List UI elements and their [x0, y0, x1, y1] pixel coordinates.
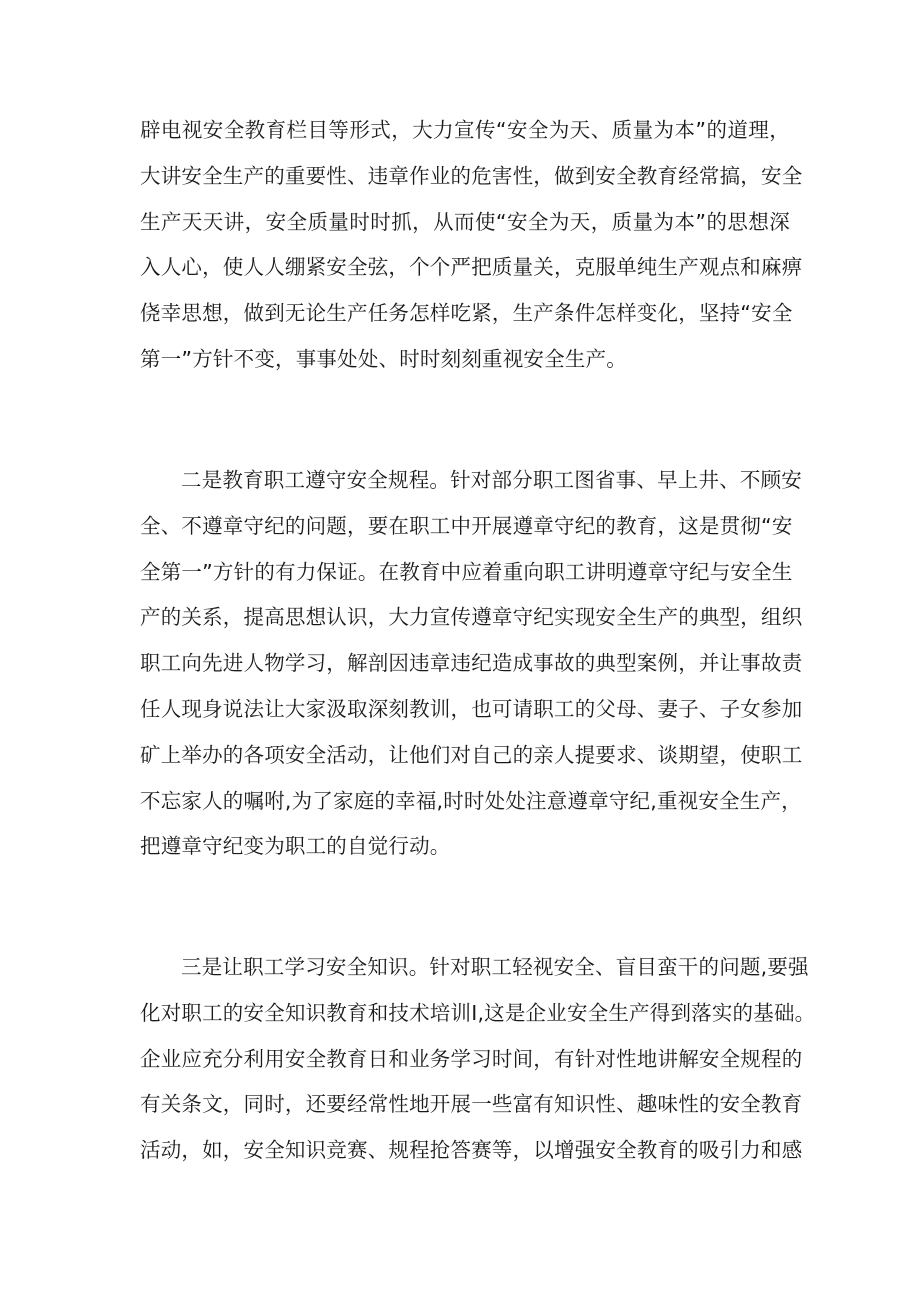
- text-line: 化对职工的安全知识教育和技术培训Ⅰ,这是企业安全生产得到落实的基础。: [140, 1000, 816, 1025]
- text-line: 三是让职工学习安全知识。针对职工轻视安全、盲目蛮干的问题,要强: [181, 955, 809, 979]
- text-line: 第一”方针不变，事事处处、时时刻刻重视安全生产。: [140, 346, 627, 371]
- text-line: 侥幸思想，做到无论生产任务怎样吃紧，生产条件怎样变化，坚持“安全: [140, 301, 793, 326]
- text-line: 职工向先进人物学习，解剖因违章违纪造成事故的典型案例，并让事故责: [140, 651, 803, 676]
- text-line: 生产天天讲，安全质量时时抓，从而使“安全为天，质量为本”的思想深: [140, 209, 790, 234]
- text-line: 产的关系，提高思想认识，大力宣传遵章守纪实现安全生产的典型，组织: [140, 605, 803, 630]
- paragraph-safety-propaganda: [140, 108, 803, 383]
- paragraph-safety-knowledge: [140, 945, 816, 1174]
- text-line: 不忘家人的嘱咐,为了家庭的幸福,时时处处注意遵章守纪,重视安全生产，: [140, 788, 802, 813]
- text-line: 矿上举办的各项安全活动，让他们对自己的亲人提要求、谈期望，使职工: [140, 742, 803, 767]
- text-line: 辟电视安全教育栏目等形式，大力宣传“安全为天、质量为本”的道理，: [140, 118, 790, 142]
- text-line: 活动，如，安全知识竞赛、规程抢答赛等，以增强安全教育的吸引力和感: [140, 1138, 803, 1163]
- text-line: 大讲安全生产的重要性、违章作业的危害性，做到安全教育经常搞，安全: [140, 163, 803, 188]
- text-line: 把遵章守纪变为职工的自觉行动。: [140, 834, 451, 859]
- text-line: 企业应充分利用安全教育日和业务学习时间，有针对性地讲解安全规程的: [140, 1046, 803, 1071]
- text-line: 二是教育职工遵守安全规程。针对部分职工图省事、早上井、不顾安: [181, 468, 802, 492]
- paragraph-safety-rules: [140, 458, 803, 870]
- text-line: 全、不遵章守纪的问题，要在职工中开展遵章守纪的教育，这是贯彻“安: [140, 513, 793, 538]
- text-line: 任人现身说法让大家汲取深刻教训，也可请职工的父母、妻子、子女参加: [140, 696, 803, 721]
- text-line: 有关条文，同时，还要经常性地开展一些富有知识性、趣味性的安全教育: [140, 1092, 803, 1117]
- text-line: 入人心，使人人绷紧安全弦，个个严把质量关，克服单纯生产观点和麻痹: [140, 255, 803, 280]
- text-line: 全第一”方针的有力保证。在教育中应着重向职工讲明遵章守纪与安全生: [140, 559, 793, 584]
